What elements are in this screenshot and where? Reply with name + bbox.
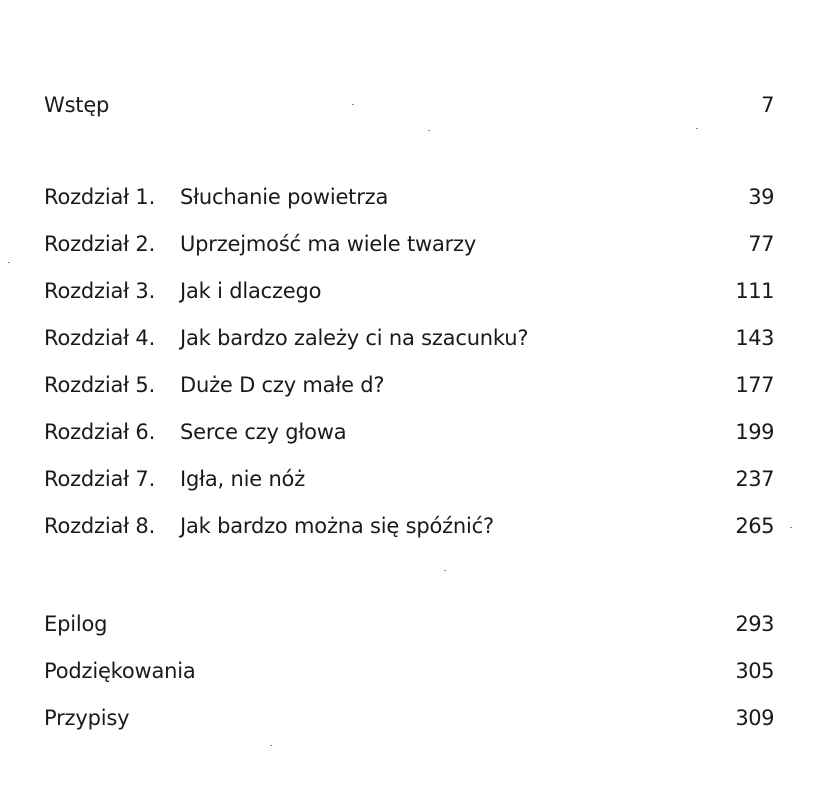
toc-entry-label: Epilog (44, 612, 108, 636)
toc-entry-label: Rozdział 5. (44, 373, 156, 397)
toc-entry-page: 39 (748, 185, 774, 209)
toc-entry-label: Przypisy (44, 706, 130, 730)
toc-entry-page: 177 (735, 373, 774, 397)
toc-entry-chapter-4 (0, 321, 834, 355)
toc-entry-label: Wstęp (44, 93, 110, 117)
toc-entry-page: 237 (735, 467, 774, 491)
toc-entry-acknowledgements (0, 654, 834, 688)
scan-speck (270, 745, 272, 746)
toc-entry-page: 143 (735, 326, 774, 350)
toc-entry-title: Słuchanie powietrza (180, 185, 389, 209)
toc-entry-label: Rozdział 7. (44, 467, 156, 491)
toc-entry-label: Rozdział 8. (44, 514, 156, 538)
scan-speck (790, 527, 792, 528)
toc-entry-chapter-1 (0, 180, 834, 214)
toc-entry-page: 199 (735, 420, 774, 444)
toc-entry-page: 309 (735, 706, 774, 730)
toc-entry-page: 265 (735, 514, 774, 538)
toc-entry-notes (0, 701, 834, 735)
toc-entry-chapter-7 (0, 462, 834, 496)
toc-entry-page: 7 (761, 93, 774, 117)
toc-entry-label: Rozdział 4. (44, 326, 156, 350)
toc-entry-title: Uprzejmość ma wiele twarzy (180, 232, 477, 256)
toc-entry-chapter-2 (0, 227, 834, 261)
toc-entry-chapter-8 (0, 509, 834, 543)
toc-entry-epilog (0, 607, 834, 641)
toc-entry-title: Serce czy głowa (180, 420, 347, 444)
toc-entry-page: 77 (748, 232, 774, 256)
toc-entry-page: 305 (735, 659, 774, 683)
toc-entry-title: Jak bardzo zależy ci na szacunku? (180, 326, 529, 350)
scan-speck (444, 570, 446, 571)
toc-entry-chapter-6 (0, 415, 834, 449)
toc-entry-title: Jak i dlaczego (180, 279, 322, 303)
toc-entry-title: Igła, nie nóż (180, 467, 306, 491)
toc-entry-label: Rozdział 6. (44, 420, 156, 444)
toc-entry-chapter-5 (0, 368, 834, 402)
toc-entry-title: Jak bardzo można się spóźnić? (180, 514, 494, 538)
toc-entry-page: 293 (735, 612, 774, 636)
toc-entry-label: Rozdział 1. (44, 185, 156, 209)
toc-entry-label: Rozdział 3. (44, 279, 156, 303)
toc-entry-chapter-3 (0, 274, 834, 308)
toc-entry-label: Podziękowania (44, 659, 196, 683)
toc-entry-title: Duże D czy małe d? (180, 373, 385, 397)
scan-speck (352, 104, 354, 105)
scan-speck (8, 262, 10, 263)
scan-speck (428, 130, 430, 131)
toc-entry-intro (0, 88, 834, 122)
scan-speck (696, 128, 698, 129)
toc-entry-page: 111 (735, 279, 774, 303)
toc-entry-label: Rozdział 2. (44, 232, 156, 256)
